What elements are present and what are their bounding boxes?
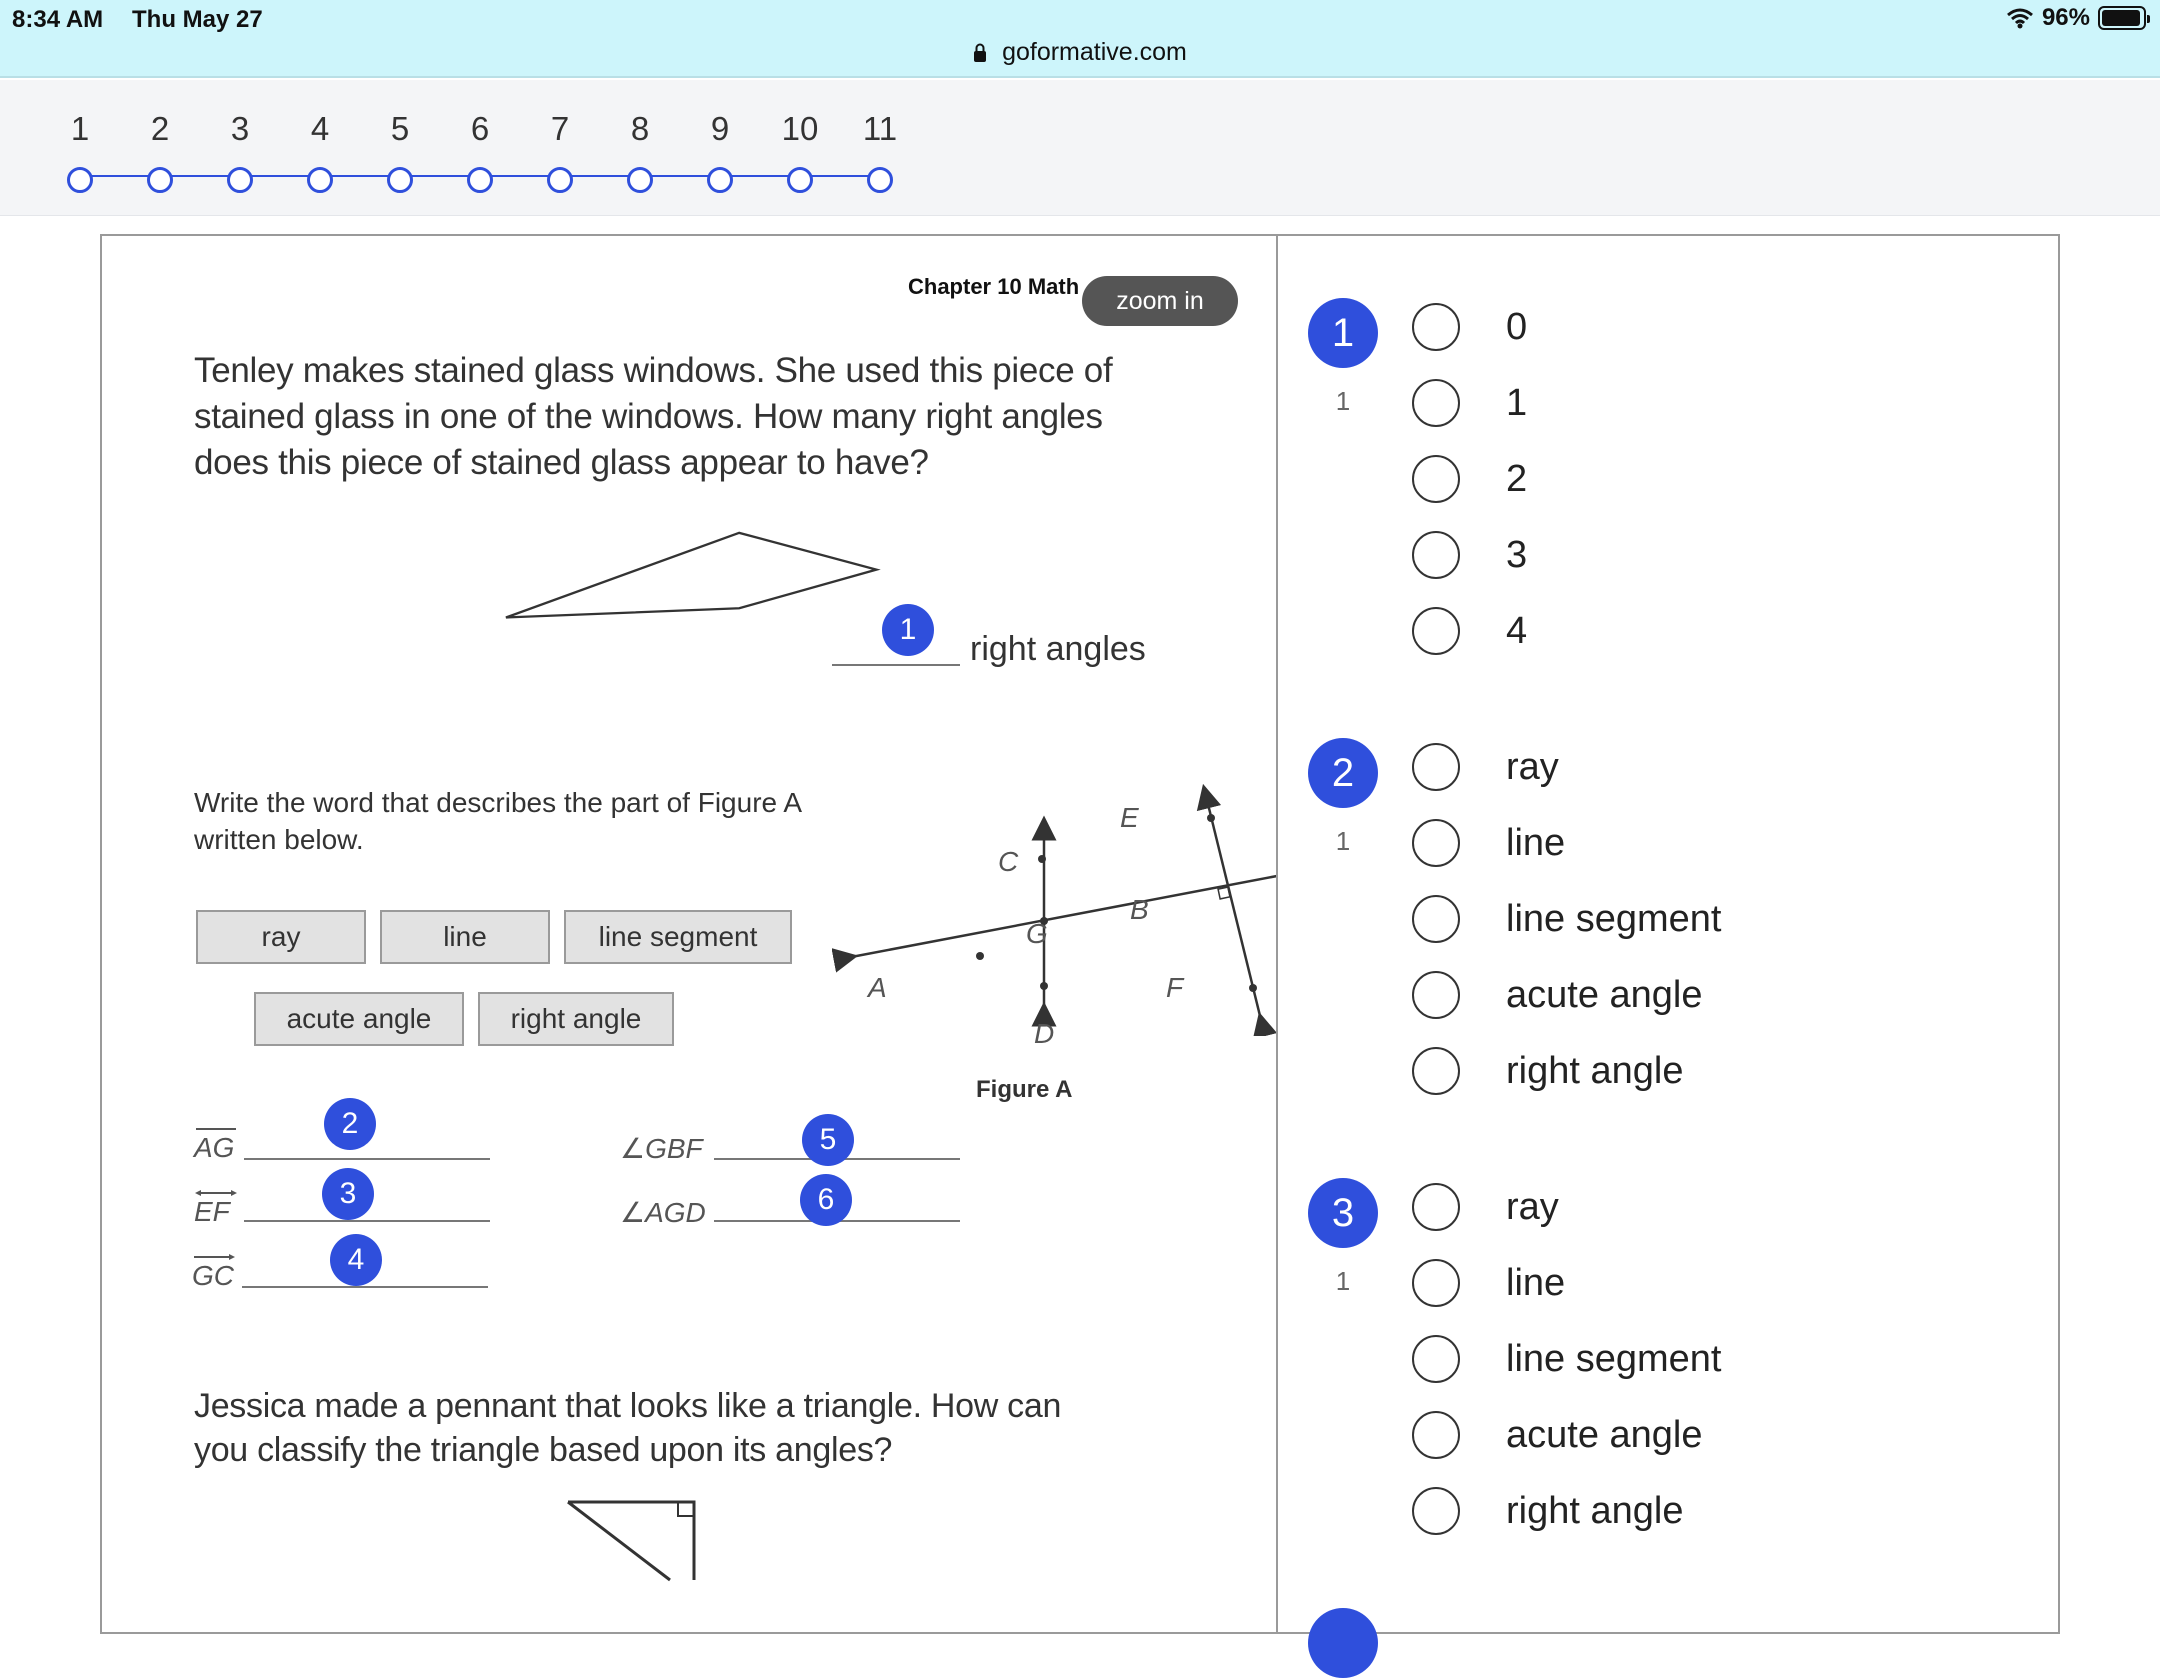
q3-option-acute-angle[interactable]: acute angle — [1412, 1410, 1460, 1460]
step-9[interactable]: 9 — [690, 110, 750, 193]
q1-option-2[interactable]: 2 — [1412, 454, 1460, 504]
question-1-text: Tenley makes stained glass windows. She used this piece of stained glass in one of the windows. How many right angles does this piece of stained glass appear to have? — [194, 351, 1113, 482]
answer-panel — [1276, 234, 2060, 1634]
pennant-triangle-figure — [564, 1498, 704, 1618]
url-text: goformative.com — [1002, 38, 1187, 66]
worksheet-panel — [100, 234, 1278, 1634]
radio-button[interactable] — [1412, 819, 1460, 867]
ray-arrow-icon — [192, 1252, 236, 1262]
step-2[interactable]: 2 — [130, 110, 190, 193]
step-dot — [627, 167, 653, 193]
radio-button[interactable] — [1412, 531, 1460, 579]
step-8[interactable]: 8 — [610, 110, 670, 193]
segment-ag-label: AG — [194, 1132, 234, 1164]
figure-point-g: G — [1026, 918, 1048, 949]
q1-option-0[interactable]: 0 — [1412, 302, 1460, 352]
radio-button[interactable] — [1412, 1259, 1460, 1307]
step-11[interactable]: 11 — [850, 110, 910, 193]
angle-gbf-label: ∠GBF — [620, 1133, 703, 1164]
answer-marker-5[interactable]: 5 — [802, 1114, 854, 1166]
line-arrow-icon — [194, 1188, 238, 1198]
worksheet-title: Chapter 10 Math — [908, 274, 1080, 299]
q3-option-line-segment[interactable]: line segment — [1412, 1334, 1460, 1384]
figure-point-d: D — [1034, 1018, 1055, 1049]
radio-button[interactable] — [1412, 1487, 1460, 1535]
battery-icon — [2098, 6, 2146, 30]
step-3[interactable]: 3 — [210, 110, 270, 193]
answer-blank-3 — [244, 1220, 490, 1222]
question-2-text: Write the word that describes the part of Figure A written below. — [194, 787, 803, 855]
radio-button[interactable] — [1412, 743, 1460, 791]
question-3-text: Jessica made a pennant that looks like a triangle. How can you classify the triangle based upon its angles? — [194, 1387, 1062, 1469]
answer-marker-3[interactable]: 3 — [322, 1168, 374, 1220]
answer-marker-4[interactable]: 4 — [330, 1234, 382, 1286]
q2-option-right-angle[interactable]: right angle — [1412, 1046, 1460, 1096]
q2-option-line-segment[interactable]: line segment — [1412, 894, 1460, 944]
figure-a-diagram — [832, 776, 1278, 1036]
figure-caption: Figure A — [976, 1076, 1073, 1103]
step-dot — [387, 167, 413, 193]
lock-icon — [973, 43, 987, 63]
stained-glass-figure — [502, 516, 902, 636]
radio-button[interactable] — [1412, 455, 1460, 503]
word-bank-acute-angle: acute angle — [254, 992, 464, 1046]
radio-button[interactable] — [1412, 1183, 1460, 1231]
question-stepper — [0, 80, 2160, 216]
word-bank-line-segment: line segment — [564, 910, 792, 964]
answer-marker-6[interactable]: 6 — [800, 1174, 852, 1226]
question-2-points: 1 — [1335, 826, 1351, 856]
step-dot — [467, 167, 493, 193]
question-3-badge[interactable]: 3 — [1308, 1178, 1378, 1248]
step-dot — [547, 167, 573, 193]
answer-blank-4 — [242, 1286, 488, 1288]
q3-option-ray[interactable]: ray — [1412, 1182, 1460, 1232]
step-dot — [227, 167, 253, 193]
question-4-badge-partial[interactable] — [1308, 1608, 1378, 1678]
q2-option-line[interactable]: line — [1412, 818, 1460, 868]
status-bar — [0, 0, 2160, 78]
question-2-badge[interactable]: 2 — [1308, 738, 1378, 808]
q2-option-acute-angle[interactable]: acute angle — [1412, 970, 1460, 1020]
q3-option-right-angle[interactable]: right angle — [1412, 1486, 1460, 1536]
q3-option-line[interactable]: line — [1412, 1258, 1460, 1308]
question-1-points: 1 — [1335, 386, 1351, 416]
step-dot — [67, 167, 93, 193]
word-bank-ray: ray — [196, 910, 366, 964]
figure-point-c: C — [998, 846, 1019, 877]
step-10[interactable]: 10 — [770, 110, 830, 193]
status-time: 8:34 AM — [12, 6, 104, 33]
step-dot — [787, 167, 813, 193]
q1-option-4[interactable]: 4 — [1412, 606, 1460, 656]
radio-button[interactable] — [1412, 1335, 1460, 1383]
step-1[interactable]: 1 — [50, 110, 110, 193]
answer-blank-1 — [832, 664, 960, 666]
step-7[interactable]: 7 — [530, 110, 590, 193]
radio-button[interactable] — [1412, 1411, 1460, 1459]
step-dot — [867, 167, 893, 193]
radio-button[interactable] — [1412, 1047, 1460, 1095]
answer-marker-1[interactable]: 1 — [882, 604, 934, 656]
figure-point-b: B — [1130, 894, 1149, 925]
step-5[interactable]: 5 — [370, 110, 430, 193]
answer-marker-2[interactable]: 2 — [324, 1098, 376, 1150]
step-6[interactable]: 6 — [450, 110, 510, 193]
radio-button[interactable] — [1412, 971, 1460, 1019]
status-right — [2006, 4, 2146, 32]
step-dot — [707, 167, 733, 193]
angle-agd-label: ∠AGD — [620, 1197, 706, 1228]
segment-bar-icon — [194, 1124, 238, 1134]
figure-point-e: E — [1120, 802, 1139, 833]
word-bank-line: line — [380, 910, 550, 964]
segment-gc-label: GC — [192, 1260, 234, 1292]
step-dot — [307, 167, 333, 193]
wifi-icon — [2006, 7, 2034, 29]
radio-button[interactable] — [1412, 607, 1460, 655]
step-dot — [147, 167, 173, 193]
figure-point-f: F — [1166, 972, 1184, 1003]
address-bar[interactable] — [0, 38, 2160, 67]
radio-button[interactable] — [1412, 895, 1460, 943]
zoom-in-button[interactable]: zoom in — [1082, 276, 1238, 326]
radio-button[interactable] — [1412, 379, 1460, 427]
battery-percent: 96% — [2041, 4, 2090, 31]
q2-option-ray[interactable]: ray — [1412, 742, 1460, 792]
q1-option-3[interactable]: 3 — [1412, 530, 1460, 580]
question-1-badge[interactable]: 1 — [1308, 298, 1378, 368]
segment-ef-label: EF — [194, 1196, 230, 1228]
right-angles-label: right angles — [970, 630, 1146, 668]
radio-button[interactable] — [1412, 303, 1460, 351]
question-3-points: 1 — [1335, 1266, 1351, 1296]
q1-option-1[interactable]: 1 — [1412, 378, 1460, 428]
word-bank-right-angle: right angle — [478, 992, 674, 1046]
status-date: Thu May 27 — [132, 6, 263, 33]
step-4[interactable]: 4 — [290, 110, 350, 193]
figure-point-a: A — [868, 972, 887, 1003]
answer-blank-2 — [244, 1158, 490, 1160]
